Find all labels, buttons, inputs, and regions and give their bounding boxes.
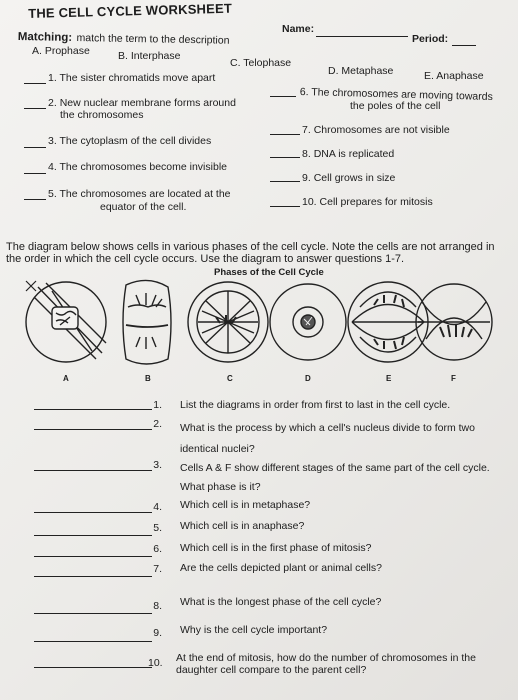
match-item-10: 10. Cell prepares for mitosis — [302, 196, 433, 208]
match-item-5: 5. The chromosomes are located at the — [48, 188, 231, 200]
question-number-5: 5. — [153, 522, 162, 534]
question-answer-line-2[interactable] — [34, 429, 152, 430]
question-number-1: 1. — [153, 399, 162, 411]
match-item-3: 3. The cytoplasm of the cell divides — [48, 135, 212, 147]
question-answer-line-8[interactable] — [34, 613, 152, 614]
answer-line-1[interactable] — [24, 83, 46, 84]
period-input-line[interactable] — [452, 45, 476, 46]
question-text-2: What is the process by which a cell's nucleus divide to form two identical nuclei? — [180, 422, 475, 455]
question-number-3: 3. — [153, 459, 162, 471]
question-number-8: 8. — [153, 600, 162, 612]
cell-label-c: C — [227, 374, 233, 383]
match-item-2-cont: the chromosomes — [60, 109, 144, 121]
question-number-10: 10. — [148, 657, 163, 669]
cell-label-b: B — [145, 374, 151, 383]
answer-line-6[interactable] — [270, 96, 296, 97]
cell-c-drawing — [188, 282, 268, 362]
question-number-6: 6. — [153, 543, 162, 555]
question-answer-line-1[interactable] — [34, 409, 152, 410]
answer-line-4[interactable] — [24, 173, 46, 174]
choice-metaphase: D. Metaphase — [328, 65, 394, 77]
diagram-caption: Phases of the Cell Cycle — [214, 267, 324, 278]
question-text-6: Which cell is in the first phase of mitosis? — [180, 542, 372, 554]
question-answer-line-5[interactable] — [34, 535, 152, 536]
question-text-5: Which cell is in anaphase? — [180, 520, 305, 532]
cell-cycle-diagram — [22, 277, 497, 367]
answer-line-7[interactable] — [270, 134, 300, 135]
choice-telophase: C. Telophase — [230, 57, 292, 69]
question-answer-line-4[interactable] — [34, 512, 152, 513]
cell-label-d: D — [305, 374, 311, 383]
cell-label-e: E — [386, 374, 392, 383]
question-number-7: 7. — [153, 563, 162, 575]
choice-prophase: A. Prophase — [32, 45, 90, 57]
answer-line-9[interactable] — [270, 181, 300, 182]
match-item-8: 8. DNA is replicated — [302, 148, 395, 160]
name-input-line[interactable] — [316, 36, 408, 37]
question-answer-line-6[interactable] — [34, 556, 152, 557]
cell-d-drawing — [270, 284, 346, 360]
match-item-6: 6. The chromosomes are moving towards — [299, 86, 493, 104]
match-item-9: 9. Cell grows in size — [302, 172, 396, 184]
match-item-1: 1. The sister chromatids move apart — [48, 72, 216, 84]
matching-heading: Matching: — [17, 30, 73, 44]
question-number-4: 4. — [153, 501, 162, 513]
choice-anaphase: E. Anaphase — [424, 70, 484, 82]
question-text-8: What is the longest phase of the cell cycle? — [180, 596, 382, 608]
cell-label-f: F — [451, 374, 456, 383]
match-item-6-cont: the poles of the cell — [350, 100, 441, 112]
answer-line-10[interactable] — [270, 206, 300, 207]
answer-line-5[interactable] — [24, 199, 46, 200]
diagram-intro-line1: The diagram below shows cells in various phases of the cell cycle. Note the cells are not arranged in — [6, 241, 495, 253]
cell-f-drawing — [416, 284, 492, 360]
question-number-9: 9. — [153, 627, 162, 639]
question-text-9: Why is the cell cycle important? — [180, 624, 328, 636]
match-item-4: 4. The chromosomes become invisible — [48, 161, 227, 173]
match-item-7: 7. Chromosomes are not visible — [302, 124, 450, 136]
period-label: Period: — [412, 33, 449, 45]
cell-label-a: A — [63, 374, 69, 383]
question-text-10: At the end of mitosis, how do the number of chromosomes in the daughter cell compare to the parent cell? — [176, 652, 476, 676]
question-text-3: Cells A & F show different stages of the same part of the cell cycle. What phase is it? — [180, 462, 490, 493]
cell-a-drawing — [26, 281, 106, 362]
worksheet-title: THE CELL CYCLE WORKSHEET — [28, 0, 233, 21]
answer-line-8[interactable] — [270, 157, 300, 158]
question-answer-line-7[interactable] — [34, 576, 152, 577]
question-answer-line-9[interactable] — [34, 641, 152, 642]
question-number-2: 2. — [153, 418, 162, 430]
question-answer-line-10[interactable] — [34, 667, 152, 668]
name-label: Name: — [282, 23, 315, 35]
diagram-intro-line2: the order in which the cell cycle occurs. Use the diagram to answer questions 1-7. — [6, 253, 405, 265]
answer-line-2[interactable] — [24, 108, 46, 109]
question-answer-line-3[interactable] — [34, 470, 152, 471]
match-item-2: 2. New nuclear membrane forms around — [48, 97, 236, 109]
choice-interphase: B. Interphase — [118, 50, 181, 62]
question-text-1: List the diagrams in order from first to last in the cell cycle. — [180, 399, 451, 411]
answer-line-3[interactable] — [24, 147, 46, 148]
match-item-5-cont: equator of the cell. — [100, 201, 187, 213]
question-text-4: Which cell is in metaphase? — [180, 499, 311, 511]
question-text-7: Are the cells depicted plant or animal cells? — [180, 562, 382, 574]
matching-instruction: match the term to the description — [76, 32, 230, 47]
cell-b-drawing — [123, 280, 171, 364]
